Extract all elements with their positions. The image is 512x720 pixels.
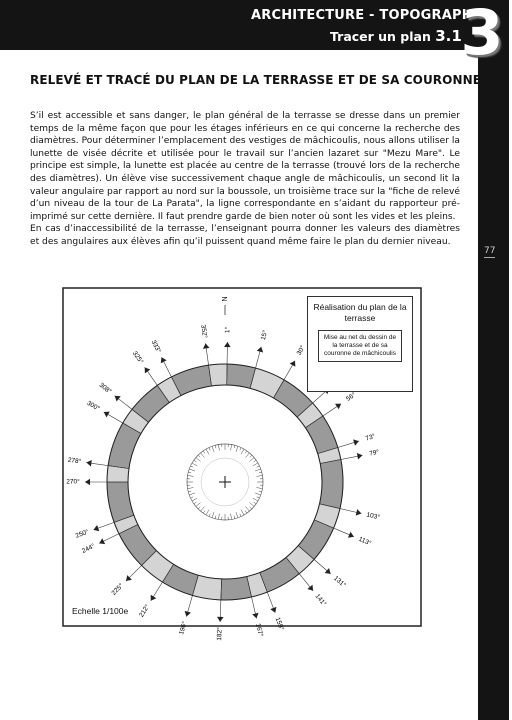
ring-segment xyxy=(320,459,343,508)
angle-label: 79° xyxy=(368,448,380,458)
ring-segment xyxy=(221,577,252,600)
legend-note: Mise au net du dessin de la terrasse et de sa couronne de mâchicoulis xyxy=(318,330,402,362)
angle-label: 167° xyxy=(254,622,264,638)
subtitle-text: Tracer un plan xyxy=(330,29,431,44)
page-number: 77 xyxy=(484,246,496,256)
scale-label: Echelle 1/100e xyxy=(72,606,129,616)
angle-label: 159° xyxy=(273,616,285,632)
north-label: N xyxy=(221,296,229,302)
angle-label: 131° xyxy=(332,574,347,589)
angle-label: 103° xyxy=(365,511,381,522)
angle-label: 73° xyxy=(364,432,377,443)
angle-label: 270° xyxy=(66,478,80,486)
ring-segment xyxy=(209,364,227,386)
angle-label: 15° xyxy=(259,329,270,341)
angle-label: 141° xyxy=(313,592,328,608)
angle-label: 300° xyxy=(85,399,101,413)
angle-label: 113° xyxy=(357,535,373,548)
angle-label: 278° xyxy=(67,456,82,466)
header-title: ARCHITECTURE - TOPOGRAPHIE xyxy=(251,8,487,23)
angle-label: 182° xyxy=(216,627,224,641)
angle-label: 225° xyxy=(110,582,125,597)
legend-title: Réalisation du plan de la terrasse xyxy=(313,302,407,323)
angle-label: 244° xyxy=(80,542,97,555)
angle-label: 30° xyxy=(295,344,307,357)
figure-legend xyxy=(307,296,413,392)
subtitle-number: 3.1 xyxy=(435,27,462,45)
header-subtitle xyxy=(330,27,462,45)
body-text xyxy=(30,110,460,249)
paragraph-1: S’il est accessible et sans danger, le plan général de la terrasse se dresse dans un premier temps de la même façon que pour les étages inférieurs en ce qui concerne la recherche des diamètres. Pour déterminer l’emplacement des vestiges de mâchicoulis, nous allons utiliser la lunette de visée décrite et utilisée pour le travail sur l’ancien lazaret sur "Mezu Mare". Le principe est simple, la lunette est placée au centre de la terrasse (trouvé lors de la recherche des diamètres). Un élève vise successivement chaque angle de mâchicoulis, un second lit la valeur angulaire par rapport au nord sur la boussole, un troisième trace sur la "fiche de relevé d’un niveau de la tour de La Parata", la ligne correspondante en s’aidant du rapporteur pré-imprimé sur cette dernière. Il faut prendre garde de bien noter où sont les vides et les pleins. xyxy=(30,111,460,222)
angle-label: 1° xyxy=(224,326,232,334)
angle-label: 212° xyxy=(138,603,152,619)
paragraph-2: En cas d’inaccessibilité de la terrasse, l’enseignant pourra donner les valeurs des diamètres et des angulaires aux élèves afin qu’il puissent quand même faire le plan du dernier niveau. xyxy=(30,224,460,247)
angle-label: 352° xyxy=(199,324,209,339)
sidebar-band xyxy=(478,50,509,720)
angle-label: 333° xyxy=(149,339,162,355)
chapter-number: 3 xyxy=(460,0,504,69)
angle-label: 308° xyxy=(97,381,113,396)
angle-label: 56° xyxy=(345,391,358,403)
section-title: RELEVÉ ET TRACÉ DU PLAN DE LA TERRASSE ET DE SA COURONNE xyxy=(30,73,482,87)
angle-label: 325° xyxy=(130,350,145,366)
angle-label: 250° xyxy=(74,528,90,540)
angle-label: 196° xyxy=(178,620,189,636)
